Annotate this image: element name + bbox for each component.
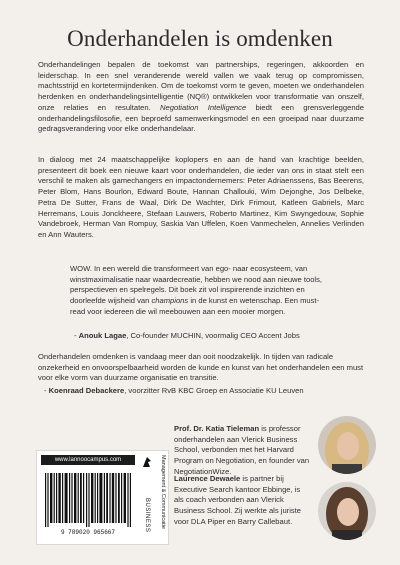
attribution-dash: - (74, 331, 79, 340)
isbn-number: 9 789020 965667 (60, 529, 115, 536)
quote-debackere: Onderhandelen omdenken is vandaag meer dan ooit noodzakelijk. In tijden van radicale onzekerheid en onvoorspelbaarheid worden de kunde en kunst van het onderhandelen een must voor elke vorm van duurzame organisatie en transitie. (38, 352, 364, 383)
quote-lagae-attribution (74, 331, 300, 340)
attribution-dash: - (44, 386, 49, 395)
quote-lagae-before: WOW. In een wereld die transformeert van ego- naar ecosysteem, van winstmaximalisatie naar waardecreatie, hebben we nood aan nieuwe tools, perspectieven en spelregels. Dit boek zit vol inspirerende inzichten en doorleefde wijsheid van (70, 264, 323, 306)
business-label: BUSINESS (144, 498, 150, 533)
author-bio-dewaele (174, 474, 312, 528)
intro-text-italic: Negotiation Intelligence (160, 102, 247, 112)
publisher-url: www.lannoocampus.com (41, 455, 135, 465)
intro-paragraph (38, 60, 364, 135)
quote-lagae-italic: champions (151, 296, 189, 306)
quote-lagae-after: in de kunst en wetenschap. Een must-read voor iedereen die wil meebouwen aan een mooier morgen. (70, 296, 320, 316)
spine-label-strip (156, 450, 169, 545)
portrait-image (318, 416, 376, 474)
quote-lagae (70, 264, 332, 318)
quote-lagae-role: , Co-founder MUCHIN, voormalig CEO Accent Jobs (126, 331, 300, 340)
barcode-icon (43, 473, 133, 527)
category-label: Management & Communicatie (160, 455, 166, 529)
portrait-image (318, 482, 376, 540)
author-bio-text: is professor onderhandelen aan Vlerick Business School, verbonden met het Harvard Program on Negotiation, en founder van NegotiationWize. (174, 424, 310, 476)
bird-logo-icon (141, 455, 153, 469)
page-title: Onderhandelen is omdenken (67, 26, 333, 51)
author-name: Laurence Dewaele (174, 474, 241, 483)
author-bio-text: is partner bij Executive Search kantoor Ebbinge, is als coach verbonden aan Vlerick Business School. Zij werkte als juriste voor DLA Piper en Barry Callebaut. (174, 474, 302, 526)
intro-text-after: biedt een grensverleggende onderhandelingsfilosofie, een beproefd samenwerkingsmodel en een groeipad naar duurzame gedragsverandering voor elke onderhandelaar. (38, 102, 365, 134)
dialogue-paragraph: In dialoog met 24 maatschappelijke koplopers en aan de hand van krachtige beelden, presenteert dit boek een nieuwe kaart voor onderhandelen, die ieder van ons in staat stelt een verschil te maken als gamechangers en impactondernemers: Peter Adriaenssens, Bas Beerens, Peter Blom, Hans Bourlon, Edward Boute, Hannan Challouki, Wim Dejonghe, Jos Delbeke, Petra De Sutter, Frans de Waal, Dirk De Wachter, Dirk Frimout, Katleen Gabriels, Marc Herremans, Louis Jonckheere, Stefaan Lauwers, Roberto Martinez, Kim Swyngedouw, Sophie Vandebroek, Herman Van Rompuy, Saskia Van Uffelen, Koen Vanmechelen, Annelies Verlinden en Ann Wauters. (38, 155, 364, 239)
author-photo-dewaele (318, 482, 376, 540)
author-name: Prof. Dr. Katia Tieleman (174, 424, 260, 433)
barcode-panel (36, 450, 140, 545)
quote-debackere-role: , voorzitter RvB KBC Groep en Associatie KU Leuven (124, 386, 304, 395)
quote-lagae-author: Anouk Lagae (78, 331, 127, 340)
intro-text-before: Onderhandelingen bepalen de toekomst van partnerships, regeringen, akkoorden en leiderschap. In een snel veranderende wereld vallen we vaak terug op compromissen, machtsstrijd en kortetermijndenken. Om de toekomst vorm te geven, moeten we onderhandelen herdenken en onderhandelingsintelligentie (NQ®) ontwikkelen voor transformatie van onszelf, onze relaties en resultaten. (38, 60, 364, 112)
quote-debackere-author: Koenraad Debackere (48, 386, 125, 395)
author-photo-tieleman (318, 416, 376, 474)
author-bio-tieleman (174, 424, 312, 478)
quote-debackere-attribution (44, 386, 304, 395)
